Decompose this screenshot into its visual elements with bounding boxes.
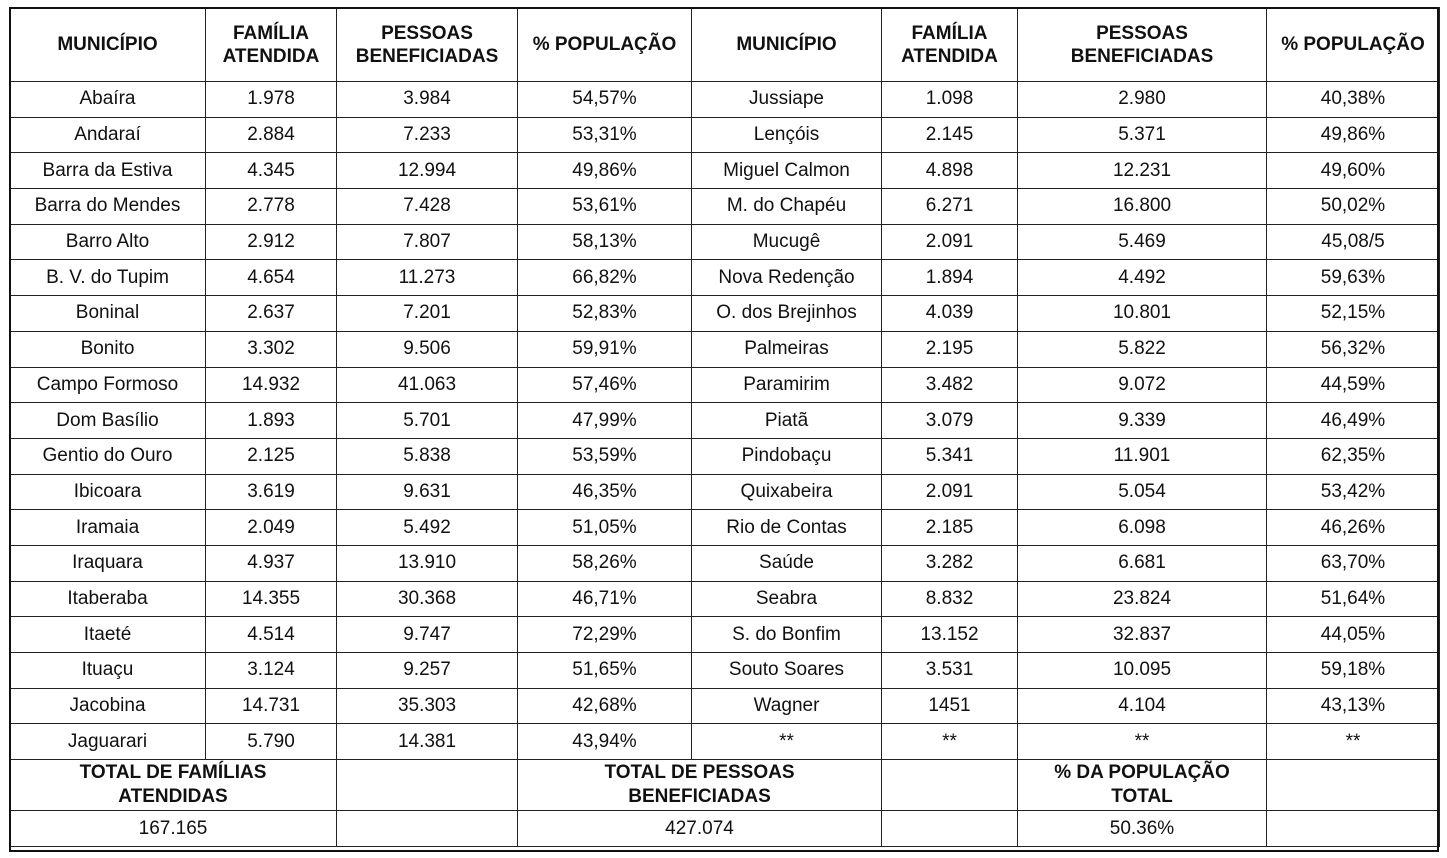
pessoas-cell: 9.072 (1018, 367, 1267, 403)
pessoas-cell: 6.681 (1018, 545, 1267, 581)
header-municipio: MUNICÍPIO (10, 8, 206, 82)
populacao-cell: 44,59% (1267, 367, 1440, 403)
familia-cell: 1.893 (206, 403, 337, 439)
familia-cell: 3.282 (882, 545, 1018, 581)
populacao-cell: 62,35% (1267, 438, 1440, 474)
populacao-cell: 44,05% (1267, 617, 1440, 653)
populacao-cell: 43,13% (1267, 688, 1440, 724)
municipio-cell: B. V. do Tupim (10, 260, 206, 296)
populacao-cell: 51,65% (518, 653, 692, 689)
populacao-cell: 40,38% (1267, 82, 1440, 118)
populacao-cell: 53,59% (518, 438, 692, 474)
pessoas-cell: 13.910 (337, 545, 518, 581)
pessoas-cell: 5.492 (337, 510, 518, 546)
pessoas-cell: 32.837 (1018, 617, 1267, 653)
header-populacao: % POPULAÇÃO (518, 8, 692, 82)
municipio-cell: Wagner (692, 688, 882, 724)
familia-cell: 1451 (882, 688, 1018, 724)
pessoas-cell: 9.747 (337, 617, 518, 653)
pessoas-cell: 7.233 (337, 117, 518, 153)
populacao-cell: 42,68% (518, 688, 692, 724)
municipio-cell: Iraquara (10, 545, 206, 581)
pessoas-cell: 5.838 (337, 438, 518, 474)
populacao-cell: 49,86% (518, 153, 692, 189)
pessoas-cell: 5.822 (1018, 331, 1267, 367)
municipio-cell: Lençóis (692, 117, 882, 153)
header-pessoas-line2: BENEFICIADAS (355, 45, 499, 67)
municipio-cell: S. do Bonfim (692, 617, 882, 653)
populacao-cell: 66,82% (518, 260, 692, 296)
populacao-cell: 46,35% (518, 474, 692, 510)
familia-cell: 2.195 (882, 331, 1018, 367)
municipio-cell: Pindobaçu (692, 438, 882, 474)
familia-cell: 3.619 (206, 474, 337, 510)
municipio-cell: Mucugê (692, 224, 882, 260)
familia-cell: 2.185 (882, 510, 1018, 546)
pessoas-cell: 12.994 (337, 153, 518, 189)
populacao-cell: 46,26% (1267, 510, 1440, 546)
total-familias-value: 167.165 (10, 811, 337, 847)
header-pessoas-line1: PESSOAS (381, 22, 473, 44)
populacao-cell: 43,94% (518, 724, 692, 760)
pessoas-cell: 9.257 (337, 653, 518, 689)
table-outer-border (9, 7, 1439, 852)
familia-cell: 2.125 (206, 438, 337, 474)
populacao-cell: 58,13% (518, 224, 692, 260)
pessoas-cell: 16.800 (1018, 189, 1267, 225)
municipio-cell: Campo Formoso (10, 367, 206, 403)
municipio-cell: Rio de Contas (692, 510, 882, 546)
municipio-cell: Palmeiras (692, 331, 882, 367)
familia-cell: 14.731 (206, 688, 337, 724)
municipio-cell: Paramirim (692, 367, 882, 403)
total-familias-label-line2: ATENDIDAS (118, 786, 228, 808)
pessoas-cell: 23.824 (1018, 581, 1267, 617)
populacao-cell: 53,61% (518, 189, 692, 225)
populacao-cell: 50,02% (1267, 189, 1440, 225)
familia-cell: 2.145 (882, 117, 1018, 153)
familia-cell: 3.124 (206, 653, 337, 689)
total-pessoas-label-line2: BENEFICIADAS (628, 786, 771, 808)
total-pessoas-value: 427.074 (518, 811, 882, 847)
header-familia-line2: ATENDIDA (222, 45, 320, 67)
populacao-cell: 63,70% (1267, 545, 1440, 581)
pessoas-cell: 12.231 (1018, 153, 1267, 189)
municipio-cell: Barra do Mendes (10, 189, 206, 225)
municipio-cell: Abaíra (10, 82, 206, 118)
pessoas-cell: 9.506 (337, 331, 518, 367)
header-familia-line1-2: FAMÍLIA (911, 22, 988, 44)
familia-cell: 3.302 (206, 331, 337, 367)
municipio-cell: Quixabeira (692, 474, 882, 510)
pessoas-cell: 9.631 (337, 474, 518, 510)
header-pessoas-line2-2: BENEFICIADAS (1070, 45, 1214, 67)
populacao-cell: 49,60% (1267, 153, 1440, 189)
pessoas-cell: 11.273 (337, 260, 518, 296)
populacao-cell: 47,99% (518, 403, 692, 439)
total-familias-label-line1: TOTAL DE FAMÍLIAS (79, 762, 267, 784)
municipio-cell: Ituaçu (10, 653, 206, 689)
header-pessoas-line1-2: PESSOAS (1096, 22, 1188, 44)
familia-cell: 3.531 (882, 653, 1018, 689)
pessoas-cell: 4.104 (1018, 688, 1267, 724)
municipio-cell: Seabra (692, 581, 882, 617)
pessoas-cell: 2.980 (1018, 82, 1267, 118)
familia-cell: 2.637 (206, 296, 337, 332)
pessoas-cell: 7.428 (337, 189, 518, 225)
familia-cell: 14.355 (206, 581, 337, 617)
total-populacao-value: 50.36% (1018, 811, 1267, 847)
populacao-cell: 59,91% (518, 331, 692, 367)
municipio-cell: Miguel Calmon (692, 153, 882, 189)
populacao-cell: ** (1267, 724, 1440, 760)
municipio-cell: M. do Chapéu (692, 189, 882, 225)
municipio-cell: Itaeté (10, 617, 206, 653)
familia-cell: 6.271 (882, 189, 1018, 225)
pessoas-cell: 7.807 (337, 224, 518, 260)
municipio-cell: Nova Redenção (692, 260, 882, 296)
populacao-cell: 59,18% (1267, 653, 1440, 689)
populacao-cell: 56,32% (1267, 331, 1440, 367)
familia-cell: 4.039 (882, 296, 1018, 332)
municipio-cell: Gentio do Ouro (10, 438, 206, 474)
familia-cell: 14.932 (206, 367, 337, 403)
populacao-cell: 53,31% (518, 117, 692, 153)
familia-cell: 5.790 (206, 724, 337, 760)
total-populacao-label-line1: % DA POPULAÇÃO (1054, 762, 1230, 784)
municipio-cell: Bonito (10, 331, 206, 367)
municipio-cell: Ibicoara (10, 474, 206, 510)
pessoas-cell: 5.469 (1018, 224, 1267, 260)
pessoas-cell: 10.095 (1018, 653, 1267, 689)
municipio-cell: O. dos Brejinhos (692, 296, 882, 332)
populacao-cell: 57,46% (518, 367, 692, 403)
header-familia-line1: FAMÍLIA (233, 22, 309, 44)
familia-cell: 2.912 (206, 224, 337, 260)
populacao-cell: 45,08/5 (1267, 224, 1440, 260)
municipio-cell: Barra da Estiva (10, 153, 206, 189)
populacao-cell: 51,05% (518, 510, 692, 546)
municipio-cell: Itaberaba (10, 581, 206, 617)
pessoas-cell: 6.098 (1018, 510, 1267, 546)
populacao-cell: 58,26% (518, 545, 692, 581)
municipio-cell: Piatã (692, 403, 882, 439)
familia-cell: ** (882, 724, 1018, 760)
municipio-cell: Jussiape (692, 82, 882, 118)
populacao-cell: 46,49% (1267, 403, 1440, 439)
familia-cell: 4.898 (882, 153, 1018, 189)
populacao-cell: 52,83% (518, 296, 692, 332)
pessoas-cell: 30.368 (337, 581, 518, 617)
header-municipio-2: MUNICÍPIO (692, 8, 882, 82)
pessoas-cell: 4.492 (1018, 260, 1267, 296)
familia-cell: 1.098 (882, 82, 1018, 118)
populacao-cell: 49,86% (1267, 117, 1440, 153)
pessoas-cell: 5.701 (337, 403, 518, 439)
municipio-cell: Boninal (10, 296, 206, 332)
municipio-cell: Barro Alto (10, 224, 206, 260)
familia-cell: 3.482 (882, 367, 1018, 403)
familia-cell: 3.079 (882, 403, 1018, 439)
familia-cell: 2.049 (206, 510, 337, 546)
familia-cell: 5.341 (882, 438, 1018, 474)
header-populacao-2: % POPULAÇÃO (1267, 8, 1440, 82)
pessoas-cell: 5.371 (1018, 117, 1267, 153)
pessoas-cell: 11.901 (1018, 438, 1267, 474)
municipio-cell: Souto Soares (692, 653, 882, 689)
populacao-cell: 52,15% (1267, 296, 1440, 332)
total-pessoas-label-line1: TOTAL DE PESSOAS (604, 762, 795, 784)
familia-cell: 2.091 (882, 224, 1018, 260)
familia-cell: 2.778 (206, 189, 337, 225)
municipio-cell: Andaraí (10, 117, 206, 153)
pessoas-cell: 14.381 (337, 724, 518, 760)
familia-cell: 4.654 (206, 260, 337, 296)
familia-cell: 1.978 (206, 82, 337, 118)
familia-cell: 8.832 (882, 581, 1018, 617)
header-familia-line2-2: ATENDIDA (901, 45, 998, 67)
familia-cell: 4.514 (206, 617, 337, 653)
populacao-cell: 53,42% (1267, 474, 1440, 510)
populacao-cell: 54,57% (518, 82, 692, 118)
familia-cell: 1.894 (882, 260, 1018, 296)
populacao-cell: 51,64% (1267, 581, 1440, 617)
populacao-cell: 72,29% (518, 617, 692, 653)
municipio-cell: Jacobina (10, 688, 206, 724)
pessoas-cell: 9.339 (1018, 403, 1267, 439)
pessoas-cell: 41.063 (337, 367, 518, 403)
pessoas-cell: 3.984 (337, 82, 518, 118)
familia-cell: 13.152 (882, 617, 1018, 653)
familia-cell: 2.091 (882, 474, 1018, 510)
pessoas-cell: ** (1018, 724, 1267, 760)
municipio-cell: Saúde (692, 545, 882, 581)
populacao-cell: 46,71% (518, 581, 692, 617)
pessoas-cell: 7.201 (337, 296, 518, 332)
municipio-cell: Dom Basílio (10, 403, 206, 439)
municipio-cell: ** (692, 724, 882, 760)
populacao-cell: 59,63% (1267, 260, 1440, 296)
pessoas-cell: 35.303 (337, 688, 518, 724)
total-populacao-label-line2: TOTAL (1111, 786, 1173, 808)
pessoas-cell: 5.054 (1018, 474, 1267, 510)
familia-cell: 2.884 (206, 117, 337, 153)
municipio-cell: Iramaia (10, 510, 206, 546)
familia-cell: 4.345 (206, 153, 337, 189)
pessoas-cell: 10.801 (1018, 296, 1267, 332)
municipio-cell: Jaguarari (10, 724, 206, 760)
familia-cell: 4.937 (206, 545, 337, 581)
